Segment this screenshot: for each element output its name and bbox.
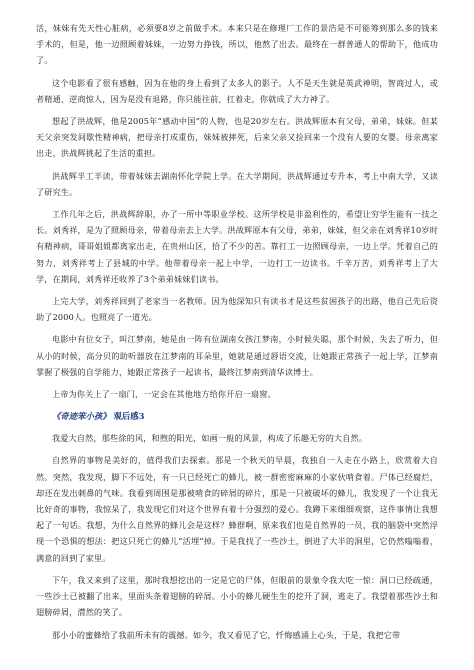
paragraph: 洪战辉半工半读，带着妹妹去湖南怀化学院上学。在大学期间，洪战辉通过专升本，考上中南大学，又读了研究生。 [36,170,438,197]
paragraph: 想起了洪战辉，他是2005年“感动中国”的人物，也是20岁左右。洪战辉原本有父母，弟弟，妹妹。但某天父亲突发间歇性精神病，把母亲打成重伤，妹妹被摔死，后来父亲又捡回来一个没有人要的女婴。母亲离家出走，洪战辉挑起了生活的重担。 [36,116,438,159]
paragraph: 电影中有位女子，叫江梦南，她是由一阵有位湖南女孩江梦南，小时候失聪，那个时候，失去了听力，但从小的时候，高分贝的助听器放在江梦南的耳朵里，她就是通过唇语交流，让她跟正常孩子一起上学，江梦南掌握了极强的自学能力，她跟正常孩子一起读书，最终江梦南到清华读博士。 [36,334,438,377]
paragraph: 工作几年之后，洪战辉辞职，办了一所中等职业学校。这所学校是非盈利性的，希望让穷学生能有一技之长。刘秀祥，是为了照顾母亲，带着母亲去上大学。洪战辉原本有父母，弟弟，妹妹，但父亲在刘秀祥10岁时有精神病，哥哥姐姐都离家出走，在贵州山区，拾了不少的苦。靠打工一边照顾母亲，一边上学。凭着自己的努力，刘秀祥考上了县城的中学。他带着母亲一起上中学，一边打工一边读书。千辛万苦，刘秀祥考上了大学，在期间，刘秀祥还收养了3个弟弟妹妹们读书。 [36,209,438,284]
paragraph: 自然界的事物是美好的，值得我们去探索。那是一个秋天的早晨，我独自一人走在小路上，欣赏着大自然。突然，我发现，脚下不远处，有一只已经死亡的蜂儿，被一群密密麻麻的小家伙啃食着。尸体已经腐烂，却还在发出刺鼻的气味。我看到周围是那被啃食的碎屑的碎片，那是一只被破坏的蜂儿，我发现了一个让我无比好奇的事物，我惊呆了，我发现它们对这个世界有着十分强烈的爱心。我蹲下来细细观察，这件事情让我想起了一句话。我想，为什么自然界的蜂儿会是这样？蜂群啊，原来我们也是自然界的一员，我的脑袋中突然浮现一个恐惧的想法：把这只死亡的蜂儿“活埋”掉。于是我找了一些沙土，倒进了大半的洞里，它仍然嗡嗡着，满意的回到了家里。 [36,455,438,563]
paragraph: 活，妹妹有先天性心脏病，必须要8岁之前做手术。本来只是在修理厂工作的景浩是不可能筹到那么多的钱来手术的，但是，他一边照顾着妹妹，一边努力挣钱，所以，他熬了出去。最终在一群普通人的帮助下，他成功了。 [36,23,438,66]
paragraph: 上帝为你关上了一扇门，一定会在其他地方给你开启一扇窗。 [52,389,276,400]
paragraph: 上完大学，刘秀祥回到了老家当一名教师。因为他深知只有读书才是这些贫困孩子的出路，他自己先后资助了2000人。也照亮了一道光。 [36,296,438,323]
paragraph: 我爱大自然，那些徐的风，和煦的阳光，如画一般的风景，构成了乐趣无穷的大自然。 [52,433,368,444]
paragraph: 下午，我又来到了这里，那时我想挖出的一定是它的尸体，但眼前的景象令我大吃一惊：洞口已经疏通，一些沙土已被翻了出来，里面头条着翅膀的碎屑。小小的蜂儿硬生生的挖开了洞，逃走了。我望着那些沙土和翅膀碎屑，潸然的笑了。 [36,574,438,618]
heading-suffix: 观后感3 [113,411,145,422]
paragraph: 那小小的蜜蜂给了我前所未有的震撼。如今，我又看见了它，忏悔感涌上心头，于是，我把它带 [52,629,401,640]
paragraph: 这个电影看了很有感触，因为在他的身上看到了太多人的影子。人不是天生就是英武神明，智商过人，或者精通、逆商惊人，因为是没有退路，你只能往前，扛着走，你就成了大力神了。 [36,77,438,104]
section-heading [52,408,438,424]
heading-title: 《奇迹笨小孩》 [52,411,111,422]
